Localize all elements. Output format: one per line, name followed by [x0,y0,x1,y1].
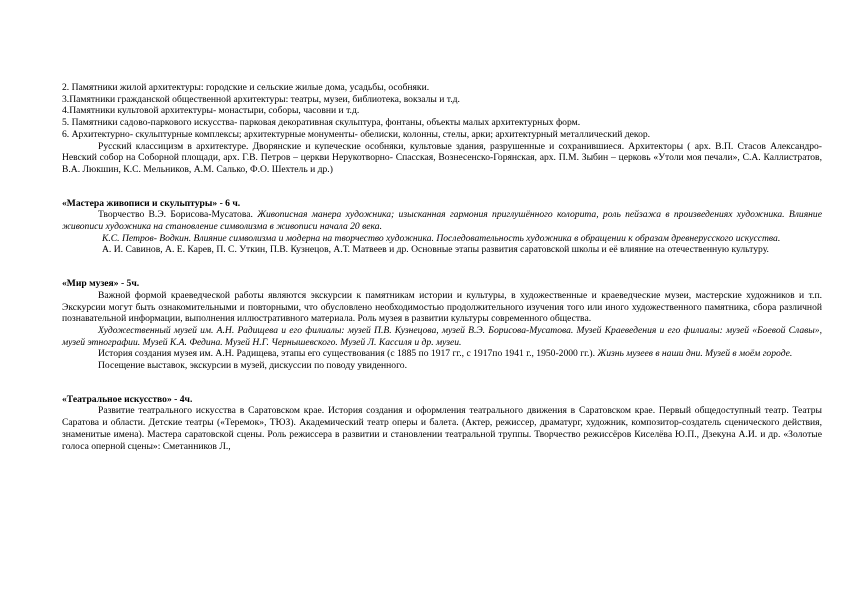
spacer [62,256,822,278]
list-item-3: 3.Памятники гражданской общественной архитектуры: театры, музеи, библиотека, вокзалы и т.д. [62,93,460,105]
list-item-2: 2. Памятники жилой архитектуры: городские и сельские жилые дома, усадьбы, особняки. [62,82,430,93]
petrov-italic: К.С. Петров- Водкин. Влияние символизма и модерна на творчество художника. Последовательность художника в обращении к образам древнерусского искусства. [102,232,781,244]
section-heading-museum [62,278,822,290]
theatre-heading-title: «Театральное искусство» [62,393,172,405]
paragraph-museum-list [62,325,822,348]
paragraph-museum-history [62,348,822,360]
spacer [62,176,822,198]
section-heading-painting: «Мастера живописи и скульптуры» - 6 ч. [62,197,241,209]
paragraph-museum-excursions: Важной формой краеведческой работы являются экскурсии к памятникам истории и культуры, в художественные и краеведческие музеи, мастерские художников и т.п. Экскурсии могут быть ознакомительными и повторными, что обусловлено необходимостью продолжительного изучения того или иного художественного памятника, сбора различной познавательной информации, выполнения иллюстративного материала. Роль музея в развитии культуры современного общества. [62,289,822,325]
section-heading-theatre [62,394,822,406]
borisov-title: Творчество В.Э. Борисова-Мусатова. [98,209,253,221]
paragraph-petrov-vodkin [62,233,822,245]
borisov-italic: Живописная манера художника; изысканная гармония приглушённого колорита, роль пейзажа в произведениях художника. Влияние живописи художника на становление символизма в живописи начала 20 века. [62,209,822,233]
theatre-heading-hours: - 4ч. [171,393,193,405]
list-item-6: 6. Архитектурно- скульптурные комплексы; архитектурные монументы- обелиски, колонны, стелы, арки; архитектурный металлический декор. [62,128,651,140]
museum-list-italic: Художественный музей им. А.Н. Радищева и его филиалы: музей П.В. Кузнецова, музей В.Э. Борисова-Мусатова. Музей Краеведения и его филиалы: музей «Боевой Славы», музей этнографии. Музей К.А. Федина. Музей Н.Г. Чернышевского. Музей Л. Кассиля и др. музеи. [62,324,822,348]
paragraph-classicism: Русский классицизм в архитектуре. Дворянские и купеческие особняки, культовые здания, разрушенные и сохранившиеся. Архитекторы ( арх. В.П. Стасов Александро- Невский собор на Соборной площади, арх. Г.В. Петров – церкви Нерукотворно- Спасская, Вознесенско-Горянская, арх. П.М. Зыбин – церковь «Утоли моя печали», С.А. Каллистратов, В.А. Люкшин, К.С. Мельников, А.М. Салько, Ф.О. Шехтель и др.) [62,140,822,175]
paragraph-savinov: А. И. Савинов, А. Е. Карев, П. С. Уткин, П.В. Кузнецов, А.Т. Матвеев и др. Основные этапы развития саратовской школы и её влияние на отечественную культуру. [102,244,769,256]
museum-history-text: История создания музея им. А.Н. Радищева, этапы его существования (с 1885 по 1917 гг., с 1917по 1941 г., 1950-2000 гг.). [98,348,598,360]
list-item-5: 5. Памятники садово-паркового искусства- парковая декоративная скульптура, фонтаны, объекты малых архитектурных форм. [62,117,581,129]
list-item-4: 4.Памятники культовой архитектуры- монастыри, соборы, часовни и т.д. [62,105,360,117]
document-content [62,82,822,452]
museum-heading-hours: - 5ч. [118,278,140,290]
museum-history-italic: Жизнь музеев в наши дни. Музей в моём городе. [597,348,793,360]
paragraph-museum-visits: Посещение выставок, экскурсии в музей, дискуссии по поводу увиденного. [98,360,407,372]
paragraph-borisov [62,209,822,232]
museum-heading-title: «Мир музея» [62,278,119,290]
paragraph-theatre: Развитие театрального искусства в Саратовском крае. История создания и оформления театрального движения в Саратовском крае. Первый общедоступный театр. Театры Саратова и области. Детские театры («Теремок», ТЮЗ). Академический театр оперы и балета. (Актер, режиссер, драматург, художник, композитор-создатель сценического действия, знаменитые имена). Мастера саратовской сцены. Роль режиссера в развитии и становлении театральной труппы. Творчество режиссёров Киселёва Ю.П., Дзекуна А.И. и др. «Золотые голоса оперной сцены»: Сметанников Л., [62,405,822,452]
spacer [62,372,822,394]
